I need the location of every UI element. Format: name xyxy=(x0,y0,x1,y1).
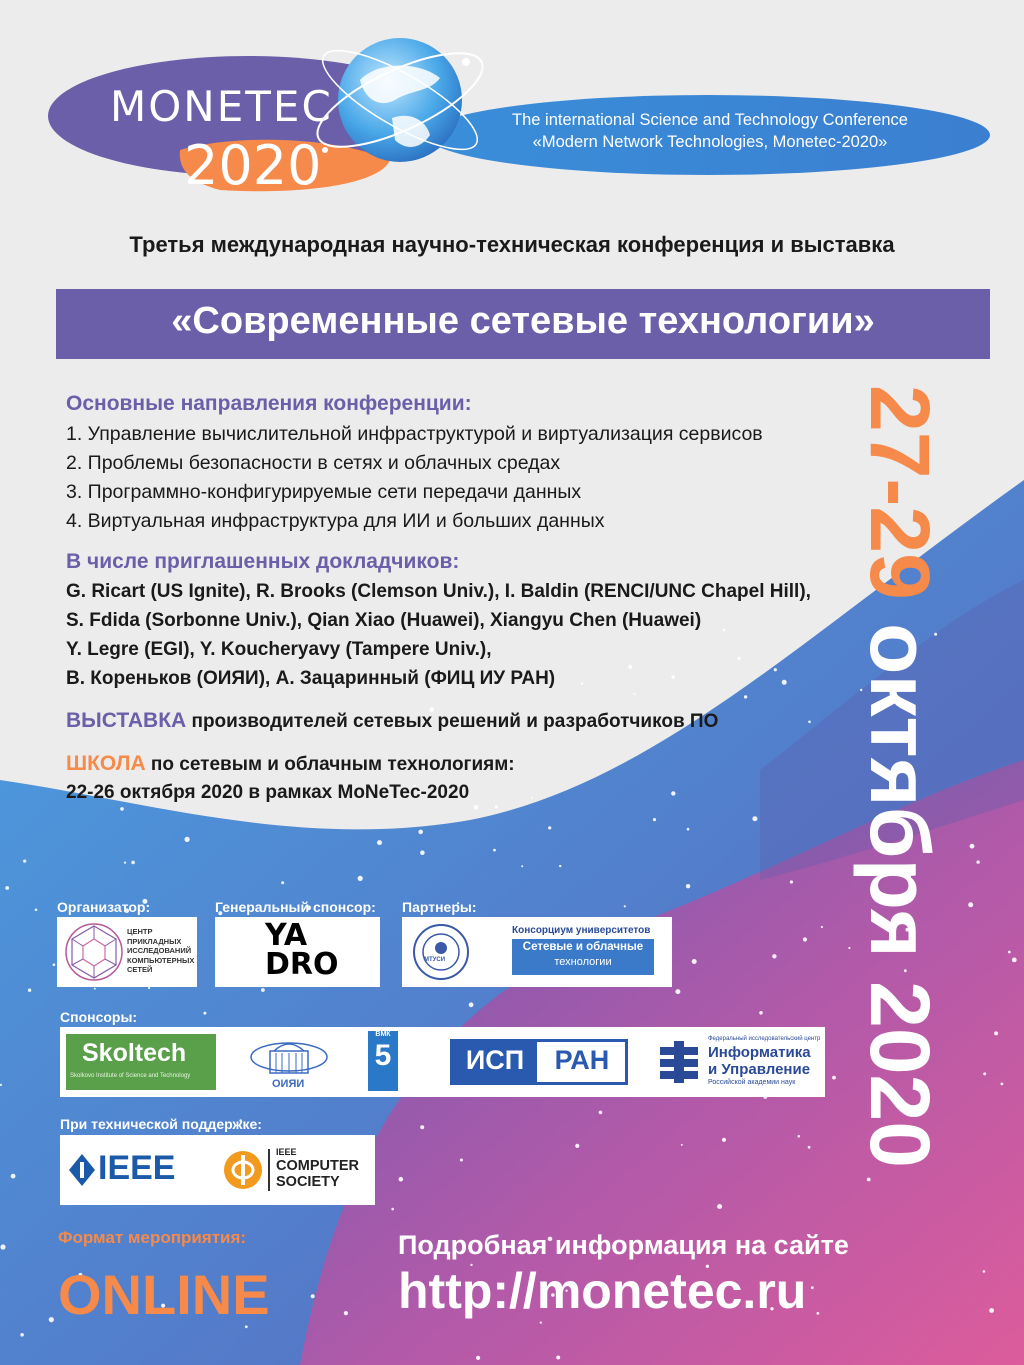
organizer-logo xyxy=(57,917,197,987)
sparkle-dot xyxy=(1001,1083,1004,1086)
sparkle-dot xyxy=(548,826,551,829)
sparkle-dot xyxy=(420,850,425,855)
frc-line1: Информатика xyxy=(708,1044,811,1061)
sparkle-dot xyxy=(556,1356,560,1360)
organizer-logo-text xyxy=(127,927,194,975)
sparkle-dot xyxy=(599,1111,603,1115)
format-value: ONLINE xyxy=(58,1263,270,1326)
sparkle-dot xyxy=(671,675,675,679)
sparkle-dot xyxy=(722,1138,726,1142)
general-sponsor-label: Генеральный спонсор: xyxy=(215,899,376,915)
website-url[interactable]: http://monetec.ru xyxy=(398,1263,807,1319)
sparkle-dot xyxy=(148,987,150,989)
sparkle-dot xyxy=(311,1294,315,1298)
sparkle-dot xyxy=(476,1356,480,1360)
sparkle-dot xyxy=(790,880,793,883)
partners-logos xyxy=(402,917,672,987)
sparkle-dot xyxy=(185,837,190,842)
conference-english-line2: «Modern Network Technologies, Monetec-2020» xyxy=(532,133,888,151)
event-date-range: 27-29 xyxy=(853,385,947,600)
consortium-line2: технологии xyxy=(554,956,612,968)
sparkle-dot xyxy=(281,881,284,884)
sparkle-dot xyxy=(28,989,31,992)
website-label: Подробная информация на сайте xyxy=(398,1230,849,1260)
sparkle-dot xyxy=(752,816,757,821)
frc-line2: и Управление xyxy=(708,1061,811,1078)
ras-label: РАН xyxy=(554,1045,610,1075)
cs-divider xyxy=(268,1149,270,1191)
sparkle-dot xyxy=(994,1031,998,1035)
jinr-label: ОИЯИ xyxy=(272,1078,305,1090)
sparkle-dot xyxy=(983,1270,986,1273)
sparkle-dot xyxy=(774,668,777,671)
sparkle-dot xyxy=(633,693,635,695)
sparkle-dot xyxy=(120,807,124,811)
sparkle-dot xyxy=(803,937,807,941)
organizer-logo-line: ИССЛЕДОВАНИЙ xyxy=(127,946,192,955)
yadro-logo-line1: YA xyxy=(265,918,308,953)
sparkle-dot xyxy=(628,665,632,669)
brand-name: MONETEC xyxy=(110,82,333,131)
jinr-building-icon xyxy=(246,1031,332,1081)
ieee-diamond-icon xyxy=(68,1153,96,1187)
mtuci-emblem-icon xyxy=(410,922,472,982)
yadro-logo xyxy=(215,917,380,987)
exhibition-text: производителей сетевых решений и разработчиков ПО xyxy=(186,711,719,732)
sparkle-dot xyxy=(399,1177,404,1182)
sparkle-dot xyxy=(811,1286,814,1289)
sparkle-dot xyxy=(540,1322,542,1324)
tech-support-logos xyxy=(60,1135,375,1205)
sparkle-dot xyxy=(344,1311,348,1315)
organizer-logo-line: КОМПЬЮТЕРНЫХ xyxy=(127,955,195,965)
speakers-title: В числе приглашенных докладчиков: xyxy=(66,550,460,573)
sparkle-dot xyxy=(970,844,975,849)
sparkle-dot xyxy=(832,1076,836,1080)
sparkle-dot xyxy=(723,629,726,632)
exhibition-lead: ВЫСТАВКА xyxy=(66,709,187,732)
sparkle-dot xyxy=(469,1002,474,1007)
skoltech-sub: Skolkovo Institute of Science and Technology xyxy=(70,1073,191,1079)
sparkle-dot xyxy=(744,695,747,698)
frc-emblem-icon xyxy=(656,1039,702,1085)
direction-item: 1. Управление вычислительной инфраструктурой и виртуализация сервисов xyxy=(66,423,763,445)
organizer-logo-line: ПРИКЛАДНЫХ xyxy=(127,936,182,946)
exhibition-line xyxy=(66,709,718,733)
sponsors-label: Спонсоры: xyxy=(60,1009,138,1025)
sparkle-dot xyxy=(203,1012,206,1015)
sparkle-dot xyxy=(759,1011,763,1015)
speaker-line: S. Fdida (Sorbonne Univ.), Qian Xiao (Huawei), Xiangyu Chen (Huawei) xyxy=(66,610,702,631)
consortium-title: Консорциум университетов xyxy=(512,925,651,936)
sparkle-dot xyxy=(418,830,423,835)
sparkle-dot xyxy=(23,860,26,863)
speaker-line: В. Кореньков (ОИЯИ), А. Зацаринный (ФИЦ ИУ РАН) xyxy=(66,668,556,689)
sparkle-dot xyxy=(531,797,533,799)
vmk-number: 5 xyxy=(374,1039,392,1072)
partners-label: Партнеры: xyxy=(402,899,477,915)
sparkle-dot xyxy=(0,1244,5,1249)
sparkle-dot xyxy=(53,963,56,966)
sparkle-dot xyxy=(989,1308,994,1313)
consortium-line1: Сетевые и облачные xyxy=(522,941,644,953)
sparkle-dot xyxy=(798,1135,801,1138)
sparkle-dot xyxy=(420,1125,424,1129)
sparkle-dot xyxy=(983,1072,986,1075)
organizer-label: Организатор: xyxy=(57,899,151,915)
organizer-logo-line: ЦЕНТР xyxy=(127,927,153,936)
sparkle-dot xyxy=(124,862,126,864)
sparkle-dot xyxy=(11,1174,16,1179)
cs-line1: COMPUTER xyxy=(276,1158,359,1174)
isp-label: ИСП xyxy=(465,1045,525,1075)
frc-sub: Российской академии наук xyxy=(708,1079,796,1086)
sparkle-dot xyxy=(687,828,690,831)
school-text: по сетевым и облачным технологиям: xyxy=(145,754,515,775)
sparkle-dot xyxy=(1008,951,1011,954)
sparkle-dot xyxy=(808,721,811,724)
ieee-label: IEEE xyxy=(98,1149,176,1187)
sparkle-dot xyxy=(738,657,741,660)
directions-title: Основные направления конференции: xyxy=(66,392,472,415)
sparkle-dot xyxy=(575,1144,579,1148)
sparkle-dot xyxy=(717,1204,722,1209)
skoltech-name: Skoltech xyxy=(82,1039,187,1067)
sparkle-dot xyxy=(867,1178,871,1182)
tech-support-label: При технической поддержке: xyxy=(60,1116,262,1132)
sparkle-dot xyxy=(35,909,38,912)
sparkle-dot xyxy=(808,1146,811,1149)
sparkle-dot xyxy=(976,860,979,863)
school-lead: ШКОЛА xyxy=(66,752,146,775)
sparkle-dot xyxy=(94,988,96,990)
sparkle-dot xyxy=(681,1144,683,1146)
format-label: Формат мероприятия: xyxy=(58,1228,247,1247)
sparkle-dot xyxy=(377,840,382,845)
speaker-line: G. Ricart (US Ignite), R. Brooks (Clemson Univ.), I. Baldin (RENCI/UNC Chapel Hill), xyxy=(66,581,811,602)
sparkle-dot xyxy=(968,902,973,907)
vmk-label: ВМК xyxy=(375,1031,391,1038)
sparkle-dot xyxy=(559,865,561,867)
sparkle-dot xyxy=(848,947,850,949)
sparkle-dot xyxy=(49,1317,54,1322)
school-dates: 22-26 октября 2020 в рамках MoNeTec-2020 xyxy=(66,782,470,803)
direction-item: 4. Виртуальная инфраструктура для ИИ и больших данных xyxy=(66,510,605,532)
organizer-logo-line: СЕТЕЙ xyxy=(127,965,153,974)
sparkle-dot xyxy=(821,926,823,928)
banner-title: «Современные сетевые технологии» xyxy=(171,300,875,342)
sparkle-dot xyxy=(1012,958,1017,963)
sparkle-dot xyxy=(493,849,496,852)
sparkle-dot xyxy=(686,884,690,888)
sparkle-dot xyxy=(675,989,680,994)
frc-small-text: Федеральный исследовательский центр xyxy=(708,1036,821,1042)
sparkle-dot xyxy=(358,876,363,881)
school-line xyxy=(66,752,515,776)
sparkle-dot xyxy=(474,805,479,810)
subtitle: Третья международная научно-техническая конференция и выставка xyxy=(129,232,895,257)
brand-year: 2020 xyxy=(184,134,322,197)
sparkle-dot xyxy=(5,886,9,890)
direction-item: 2. Проблемы безопасности в сетях и облачных средах xyxy=(66,452,561,474)
sparkle-dot xyxy=(131,861,135,865)
sparkle-dot xyxy=(391,1208,394,1211)
sponsors-logos xyxy=(60,1027,825,1097)
sparkle-dot xyxy=(460,1159,463,1162)
sparkle-dot xyxy=(261,988,265,992)
event-month-year: октября 2020 xyxy=(853,599,947,1168)
geodesic-sphere-icon xyxy=(63,921,125,983)
sparkle-dot xyxy=(772,954,776,958)
mtuci-label: МТУСИ xyxy=(424,957,446,963)
cs-top: IEEE xyxy=(276,1147,297,1157)
sparkle-dot xyxy=(782,680,787,685)
speaker-line: Y. Legre (EGI), Y. Koucheryavy (Tampere Univ.), xyxy=(66,639,492,660)
direction-item: 3. Программно-конфигурируемые сети передачи данных xyxy=(66,481,582,503)
computer-society-emblem-icon xyxy=(222,1149,264,1191)
sparkle-dot xyxy=(581,682,584,685)
sparkle-dot xyxy=(495,805,498,808)
sparkle-dot xyxy=(20,1333,24,1337)
conference-english-line1: The international Science and Technology Conference xyxy=(512,111,908,129)
sparkle-dot xyxy=(671,791,675,795)
sparkle-dot xyxy=(692,959,697,964)
sparkle-dot xyxy=(653,818,656,821)
sparkle-dot xyxy=(624,905,626,907)
cs-line2: SOCIETY xyxy=(276,1174,340,1190)
event-dates xyxy=(853,385,947,1168)
sparkle-dot xyxy=(521,865,523,867)
sparkle-dot xyxy=(817,1312,820,1315)
yadro-logo-line2: DRO xyxy=(265,947,339,982)
